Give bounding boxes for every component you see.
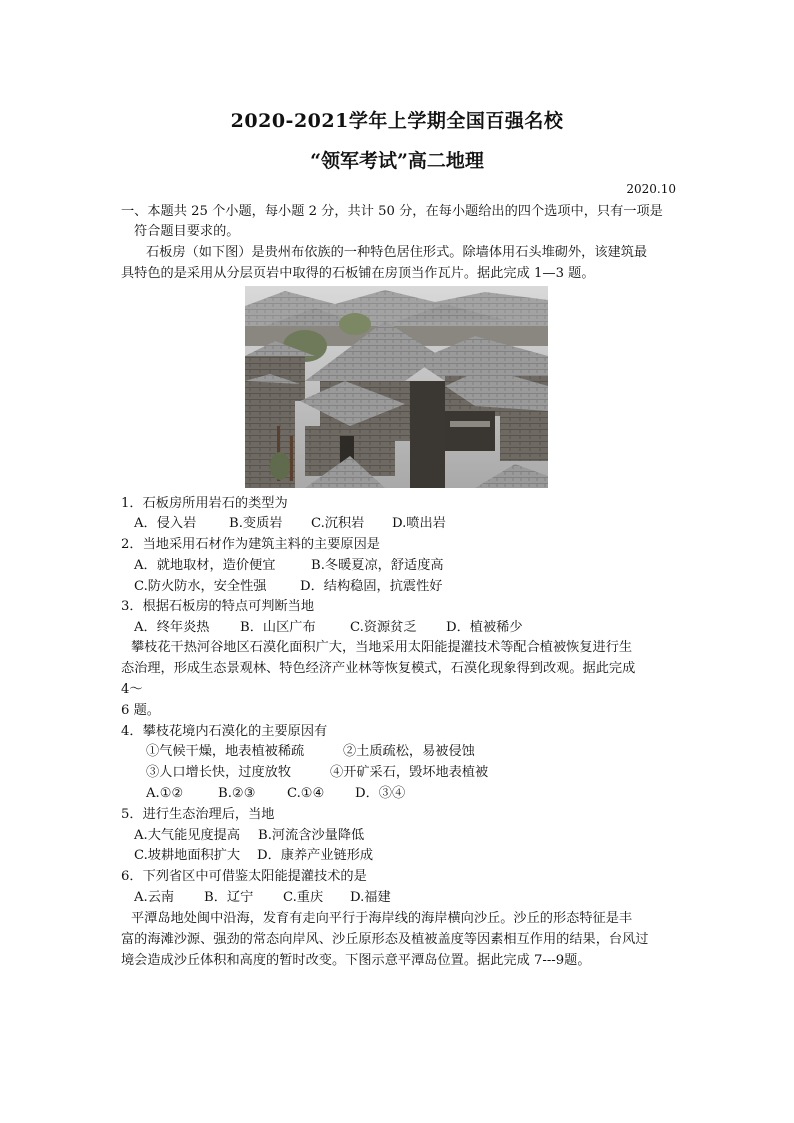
q4-stem: 4．攀枝花境内石漠化的主要原因有 (121, 724, 328, 739)
stone-slab-houses-photo (245, 286, 548, 488)
q2-option-b: B.冬暖夏凉，舒适度高 (311, 558, 444, 573)
q3-option-a: A．终年炎热 (134, 620, 210, 635)
q4-item-2: ②土质疏松，易被侵蚀 (343, 744, 475, 759)
q4-option-b: B.②③ (218, 786, 256, 801)
exam-title: 2020-2021学年上学期全国百强名校 (230, 110, 564, 132)
passage1-line-2: 具特色的是采用从分层页岩中取得的石板铺在房顶当作瓦片。据此完成 1—3 题。 (121, 266, 595, 281)
q5-option-c: C.坡耕地面积扩大 (134, 848, 241, 863)
q3-option-b: B．山区广布 (240, 620, 316, 635)
q3-stem: 3．根据石板房的特点可判断当地 (121, 599, 315, 614)
q4-option-c: C.①④ (287, 786, 325, 801)
q4-item-3: ③人口增长快，过度放牧 (146, 765, 292, 780)
q1-stem: 1．石板房所用岩石的类型为 (121, 496, 288, 511)
q1-option-b: B.变质岩 (229, 516, 283, 531)
q4-item-1: ①气候干燥，地表植被稀疏 (146, 744, 305, 759)
q1-option-c: C.沉积岩 (311, 516, 365, 531)
q1-option-a: A．侵入岩 (134, 516, 197, 531)
q6-stem: 6．下列省区中可借鉴太阳能提灌技术的是 (121, 869, 367, 884)
section-instruction-line-2: 符合题目要求的。 (134, 224, 240, 239)
exam-subtitle: “领军考试”高二地理 (310, 150, 484, 172)
section-instruction-line-1: 一、本题共 25 个小题，每小题 2 分，共计 50 分，在每小题给出的四个选项中，只有一项是 (121, 204, 663, 219)
q2-stem: 2．当地采用石材作为建筑主料的主要原因是 (121, 537, 380, 552)
passage3-line-2: 富的海滩沙源、强劲的常态向岸风、沙丘原形态及植被盖度等因素相互作用的结果，台风过 (121, 932, 649, 947)
q6-option-c: C.重庆 (283, 890, 324, 905)
q6-option-d: D.福建 (350, 890, 391, 905)
passage1-line-1: 石板房（如下图）是贵州布依族的一种特色居住形式。除墙体用石头堆砌外，该建筑最 (146, 245, 648, 260)
q5-option-d: D．康养产业链形成 (257, 848, 374, 863)
q6-option-a: A.云南 (134, 890, 175, 905)
q3-option-d: D．植被稀少 (446, 620, 523, 635)
q2-option-c: C.防火防水，安全性强 (134, 579, 267, 594)
q4-option-d: D．③④ (355, 786, 406, 801)
passage3-line-1: 平潭岛地处闽中沿海，发育有走向平行于海岸线的海岸横向沙丘。沙丘的形态特征是丰 (131, 911, 633, 926)
passage2-line-3: 4～ (121, 682, 143, 697)
q5-stem: 5．进行生态治理后，当地 (121, 807, 275, 822)
passage3-line-3: 境会造成沙丘体积和高度的暂时改变。下图示意平潭岛位置。据此完成 7---9题。 (121, 953, 591, 968)
q2-option-d: D．结构稳固，抗震性好 (300, 579, 443, 594)
q5-option-b: B.河流含沙量降低 (258, 828, 365, 843)
q2-option-a: A．就地取材，造价便宜 (134, 558, 276, 573)
q3-option-c: C.资源贫乏 (350, 620, 417, 635)
q4-item-4: ④开矿采石，毁坏地表植被 (330, 765, 489, 780)
q1-option-d: D.喷出岩 (392, 516, 446, 531)
q6-option-b: B．辽宁 (204, 890, 254, 905)
q5-option-a: A.大气能见度提高 (134, 828, 241, 843)
exam-date: 2020.10 (626, 182, 676, 196)
passage2-line-2: 态治理，形成生态景观林、特色经济产业林等恢复模式，石漠化现象得到改观。据此完成 (121, 661, 636, 676)
q4-option-a: A.①② (146, 786, 184, 801)
passage2-line-4: 6 题。 (121, 703, 160, 718)
passage2-line-1: 攀枝花干热河谷地区石漠化面积广大，当地采用太阳能提灌技术等配合植被恢复进行生 (131, 640, 633, 655)
